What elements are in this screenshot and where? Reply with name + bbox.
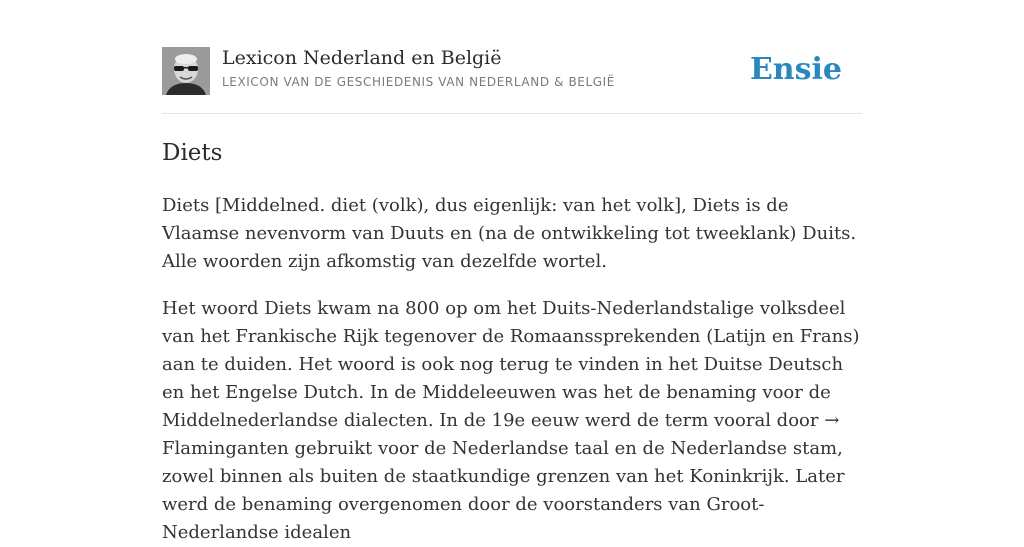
- brand-logo[interactable]: Ensie: [749, 52, 842, 87]
- user-avatar-icon[interactable]: [162, 47, 210, 95]
- article-title: Diets: [162, 140, 223, 166]
- site-subtitle: LEXICON VAN DE GESCHIEDENIS VAN NEDERLAND & BELGIË: [222, 75, 615, 89]
- content-column: [162, 0, 862, 547]
- article-paragraph: Diets [Middelned. diet (volk), dus eigenlijk: van het volk], Diets is de Vlaamse nevenvorm van Duuts en (na de ontwikkeling tot tweeklank) Duits. Alle woorden zijn afkomstig van dezelfde wortel.: [162, 195, 857, 272]
- site-title[interactable]: Lexicon Nederland en België: [222, 47, 502, 69]
- site-header: [162, 0, 862, 114]
- article-paragraph: Het woord Diets kwam na 800 op om het Duits-Nederlandstalige volksdeel van het Frankische Rijk tegenover de Romaanssprekenden (Latijn en Frans) aan te duiden. Het woord is ook nog terug te vinden in het Duitse Deutsch en het Engelse Dutch. In de Middeleeuwen was het de benaming voor de Middelnederlandse dialecten. In de 19e eeuw werd de term vooral door → Flaminganten gebruikt voor de Nederlandse taal en de Nederlandse stam, zowel binnen als buiten de staatkundige grenzen van het Koninkrijk. Later werd de benaming overgenomen door de voorstanders van Groot-Nederlandse idealen: [162, 298, 860, 543]
